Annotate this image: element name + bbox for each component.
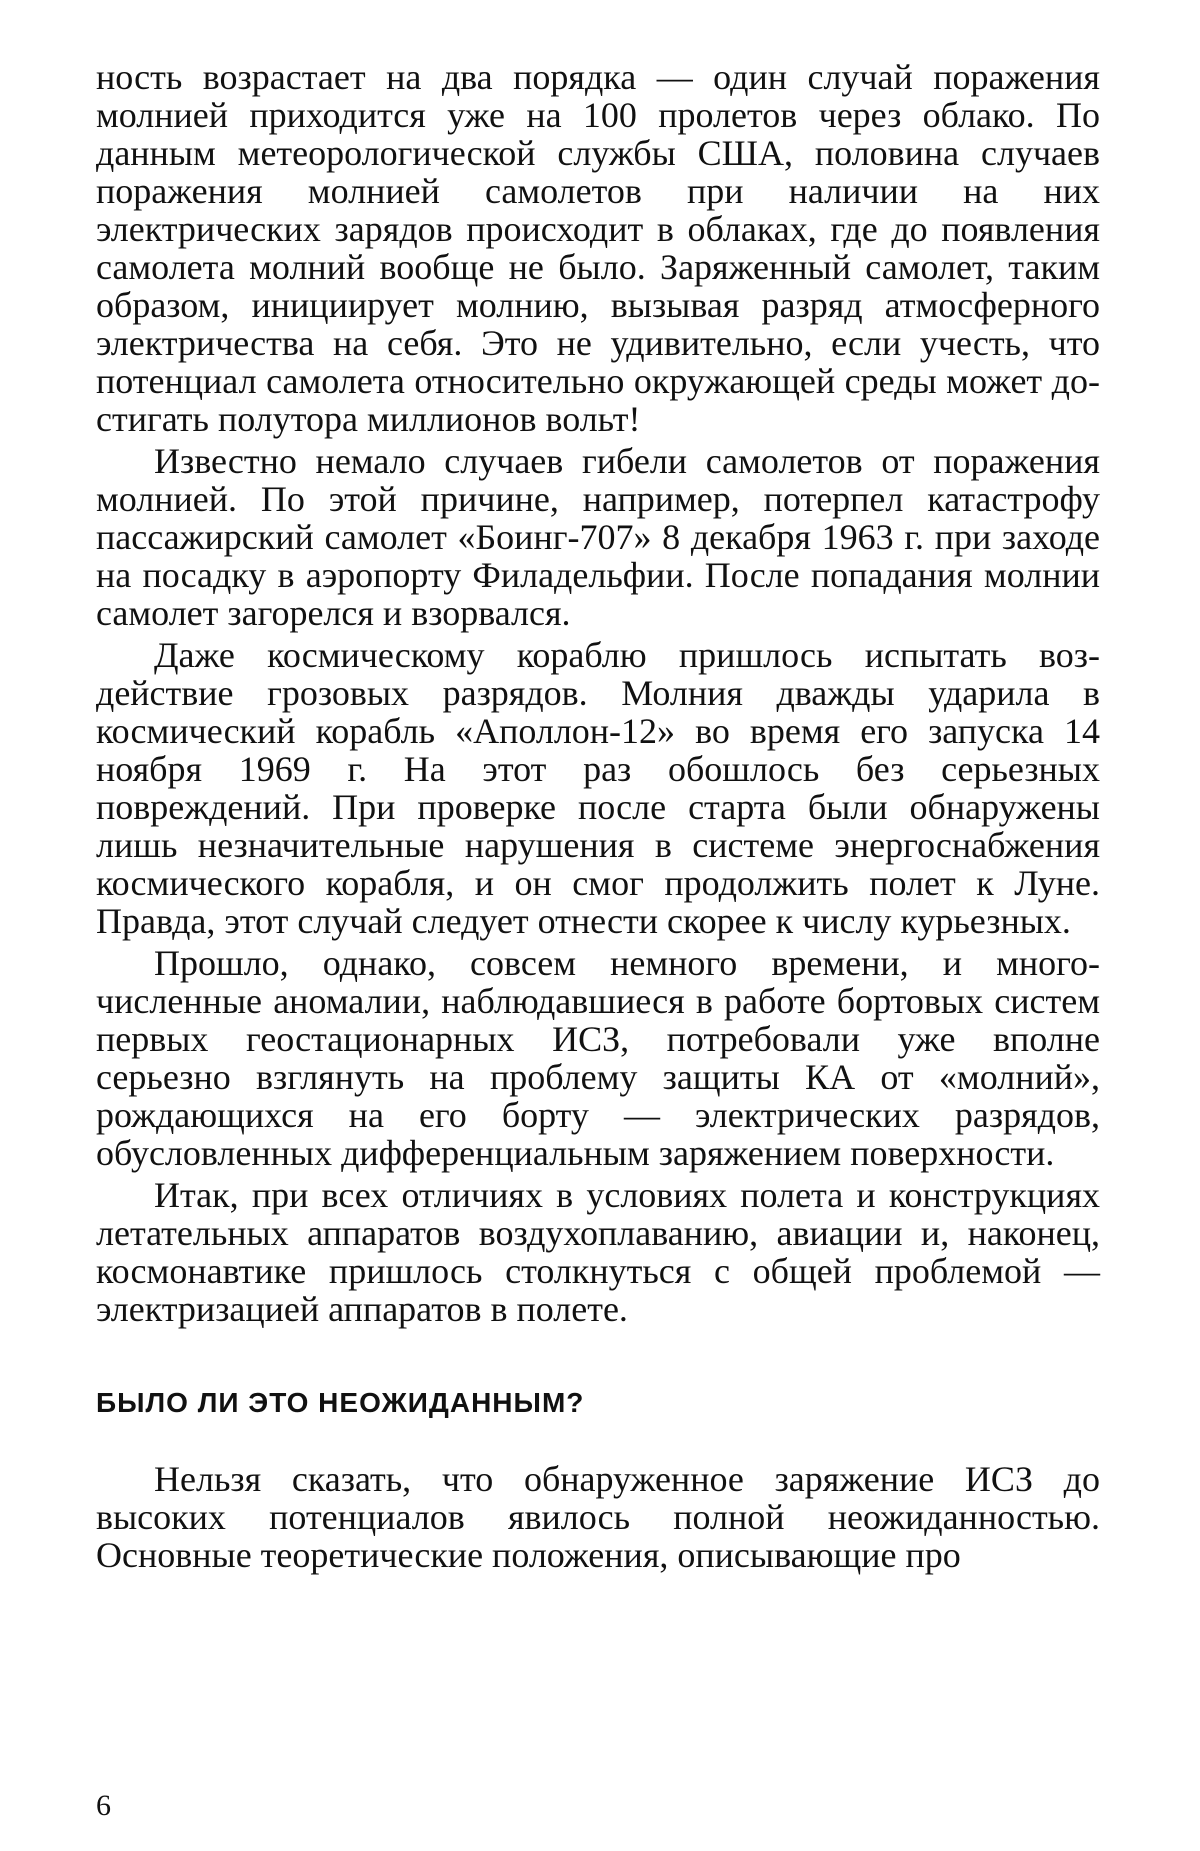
page-body — [96, 58, 1100, 1578]
paragraph-5: Итак, при всех отличиях в условиях полета и конструкциях летательных аппаратов воздухоплаванию, авиации и, наконец, космонавтике пришлось столкнуться с общей проблемой — электризацией аппаратов в полете. — [96, 1175, 1100, 1329]
paragraph-6: Нельзя сказать, что обнаруженное заряжение ИСЗ до высоких потенциалов явилось полной неожиданностью. Основные теоретические положения, описывающие про — [96, 1459, 1100, 1575]
paragraph-3: Даже космическому кораблю пришлось испытать воздействие грозовых разрядов. Молния дважды ударила в космический корабль «Аполлон-12» во время его запуска 14 ноября 1969 г. На этот раз обошлось без серьезных повреждений. При проверке после старта были обнаружены лишь незначительные нарушения в системе энергоснабжения космического корабля, и он смог продолжить полет к Луне. Правда, этот случай следует отнести скорее к числу курьезных. — [96, 635, 1100, 941]
paragraph-1: ность возрастает на два порядка — один случай поражения молнией приходится уже на 100 пролетов через облако. По данным метеорологической службы США, половина случаев поражения молнией самолетов при наличии на них электрических зарядов происходит в облаках, где до появления самолета молний вообще не было. Заряженный самолет, таким образом, инициирует молнию, вызывая разряд атмосферного электричества на себя. Это не удивительно, если учесть, что потенциал самолета относительно окружающей среды может достигать полутора миллионов вольт! — [96, 57, 1100, 439]
page-number: 6 — [96, 1789, 111, 1822]
paragraph-2: Известно немало случаев гибели самолетов от поражения молнией. По этой причине, например, потерпел катастрофу пассажирский самолет «Боинг-707» 8 декабря 1963 г. при заходе на посадку в аэропорту Филадельфии. После попадания молнии самолет загорелся и взорвался. — [96, 441, 1100, 633]
paragraph-4: Прошло, однако, совсем немного времени, и многочисленные аномалии, наблюдавшиеся в работе бортовых систем первых геостационарных ИСЗ, потребовали уже вполне серьезно взглянуть на проблему защиты КА от «молний», рождающихся на его борту — электрических разрядов, обусловленных дифференциальным заряжением поверхности. — [96, 943, 1100, 1173]
section-heading: БЫЛО ЛИ ЭТО НЕОЖИДАННЫМ? — [96, 1387, 585, 1418]
